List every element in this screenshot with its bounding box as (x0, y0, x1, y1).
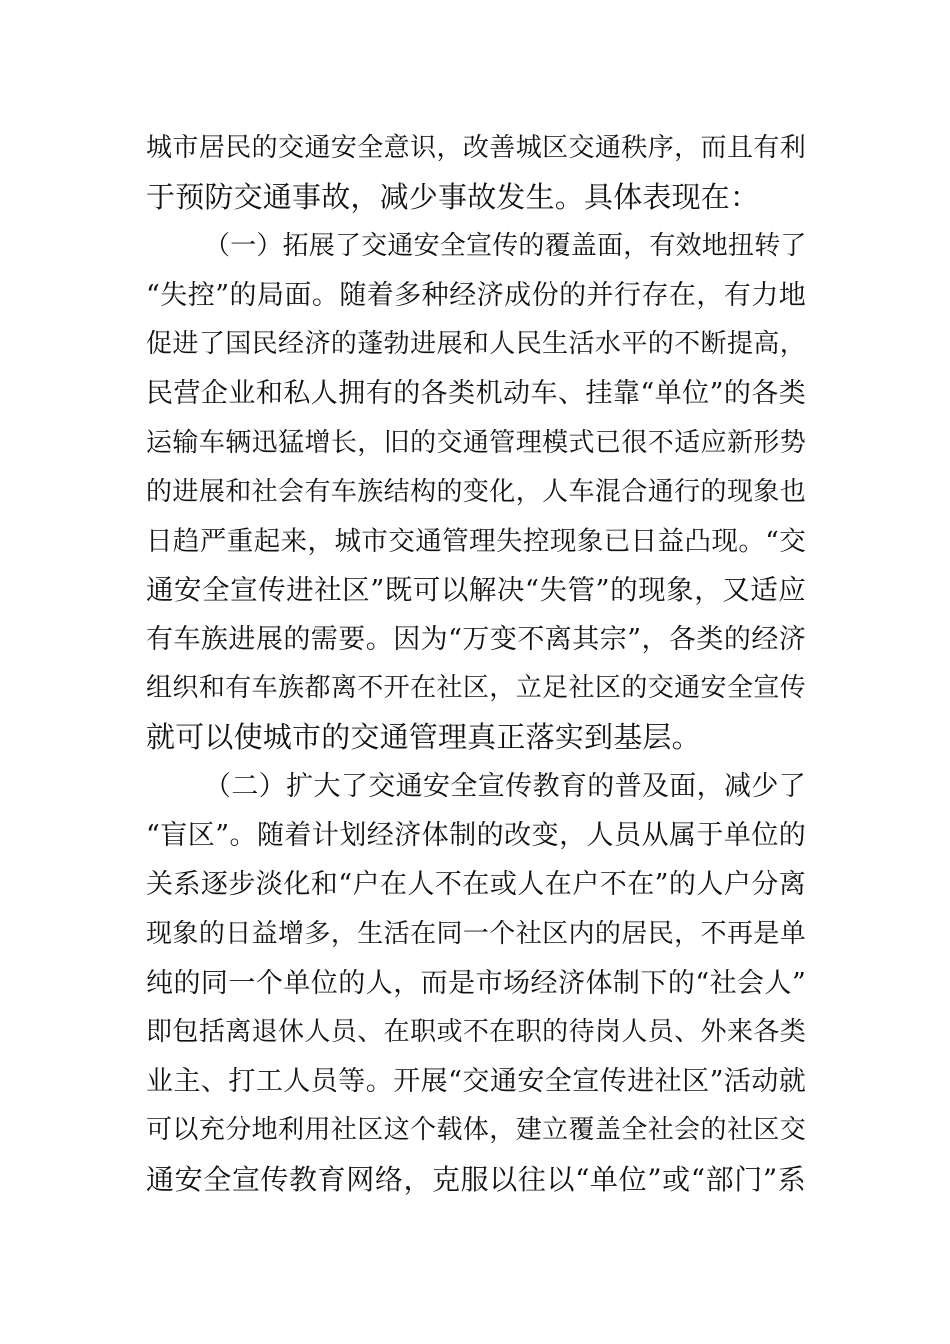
text-line: 日趋严重起来，城市交通管理失控现象已日益凸现。“交 (146, 525, 806, 557)
text-line: 通安全宣传教育网络，克服以往以“单位”或“部门”系 (146, 1162, 806, 1196)
body-text (146, 124, 806, 1204)
text-line: 的进展和社会有车族结构的变化，人车混合通行的现象也 (146, 476, 806, 507)
text-line: 即包括离退休人员、在职或不在职的待岗人员、外来各类 (146, 1016, 806, 1047)
text-line: 通安全宣传进社区”既可以解决“失管”的现象，又适应 (146, 573, 806, 606)
text-line: “盲区”。随着计划经济体制的改变，人员从属于单位的 (146, 820, 806, 852)
text-line: 纯的同一个单位的人，而是市场经济体制下的“社会人” (146, 967, 806, 999)
text-line: 有车族进展的需要。因为“万变不离其宗”，各类的经济 (146, 623, 806, 655)
text-line: 城市居民的交通安全意识，改善城区交通秩序，而且有利 (146, 133, 806, 163)
text-line: （二）扩大了交通安全宣传教育的普及面，减少了 (204, 771, 806, 803)
text-line: 运输车辆迅猛增长，旧的交通管理模式已很不适应新形势 (146, 427, 806, 458)
text-line: 于预防交通事故，减少事故发生。具体表现在： (146, 180, 760, 215)
text-line: 现象的日益增多，生活在同一个社区内的居民，不再是单 (146, 918, 806, 949)
text-line: “失控”的局面。随着多种经济成份的并行存在，有力地 (146, 280, 806, 312)
text-line: 就可以使城市的交通管理真正落实到基层。 (146, 720, 701, 755)
text-line: 可以充分地利用社区这个载体，建立覆盖全社会的社区交 (146, 1114, 806, 1145)
text-line: 业主、打工人员等。开展“交通安全宣传进社区”活动就 (146, 1065, 806, 1097)
text-line: 促进了国民经济的蓬勃进展和人民生活水平的不断提高， (146, 329, 806, 360)
text-line: 组织和有车族都离不开在社区，立足社区的交通安全宣传 (146, 673, 806, 704)
text-line: 民营企业和私人拥有的各类机动车、挂靠“单位”的各类 (146, 378, 806, 410)
text-line: （一）拓展了交通安全宣传的覆盖面，有效地扭转了 (204, 231, 807, 262)
text-line: 关系逐步淡化和“户在人不在或人在户不在”的人户分离 (146, 869, 806, 901)
